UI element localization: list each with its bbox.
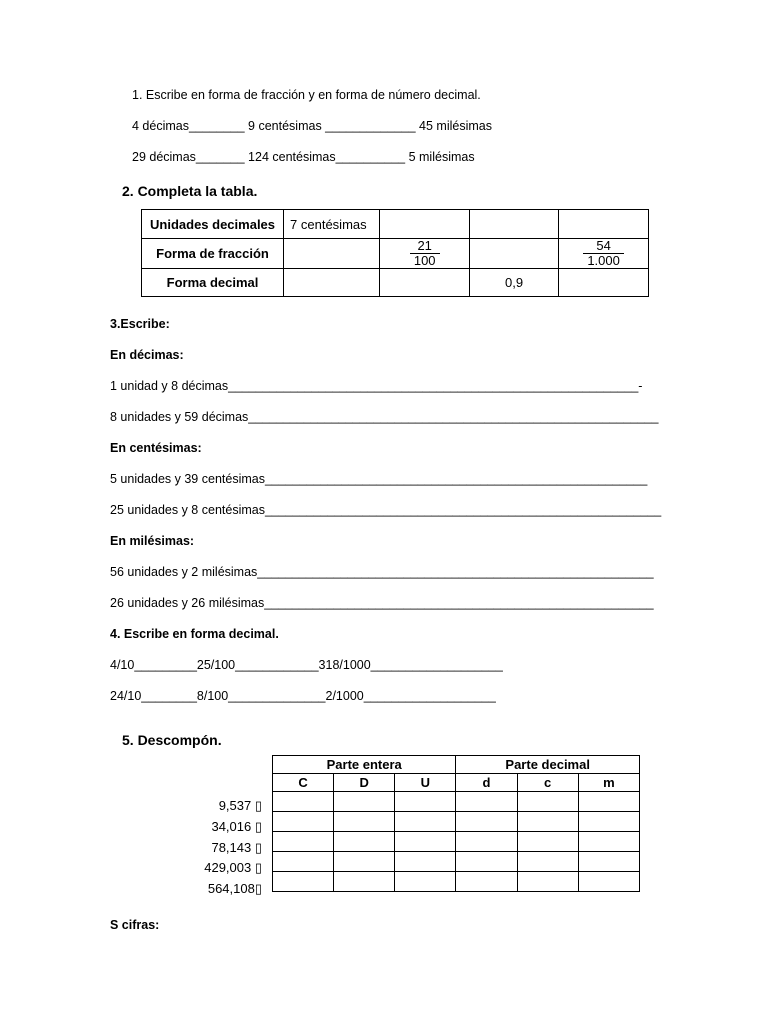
line-centesimas-1: 5 unidades y 39 centésimas_______________________________________________________ bbox=[110, 472, 648, 486]
fraction-54-1000 bbox=[583, 239, 624, 268]
cell bbox=[334, 832, 395, 852]
row-label-fraccion: Forma de fracción bbox=[142, 239, 284, 269]
cell bbox=[395, 852, 456, 872]
line-centesimas-2: 25 unidades y 8 centésimas_________________________________________________________ bbox=[110, 503, 662, 517]
cell-fraccion-1 bbox=[284, 239, 380, 269]
number-label: 34,016 ▯ bbox=[211, 819, 262, 834]
cell bbox=[334, 792, 395, 812]
fraction-numerator: 21 bbox=[410, 239, 440, 254]
cell bbox=[456, 872, 517, 892]
section4-title: 4. Escribe en forma decimal. bbox=[110, 627, 279, 641]
heading-centesimas: En centésimas: bbox=[110, 441, 202, 455]
number-label: 564,108▯ bbox=[207, 881, 262, 896]
cell bbox=[578, 832, 639, 852]
table-row bbox=[273, 852, 640, 872]
cell bbox=[517, 872, 578, 892]
cell bbox=[517, 832, 578, 852]
cell-unidades-4 bbox=[559, 210, 649, 239]
row-label-decimal: Forma decimal bbox=[142, 269, 284, 297]
section5-title: 5. Descompón. bbox=[122, 732, 222, 748]
group-header-entera: Parte entera bbox=[273, 756, 456, 774]
section4-row1: 4/10_________25/100____________318/1000___________________ bbox=[110, 658, 503, 672]
cell bbox=[334, 872, 395, 892]
cell bbox=[395, 832, 456, 852]
cell bbox=[517, 812, 578, 832]
fraction-denominator: 100 bbox=[413, 253, 436, 268]
section4-row2: 24/10________8/100______________2/1000___________________ bbox=[110, 689, 496, 703]
cell bbox=[273, 872, 334, 892]
cell-fraccion-2 bbox=[380, 239, 470, 269]
cell bbox=[456, 812, 517, 832]
cell-decimal-3: 0,9 bbox=[469, 269, 558, 297]
cell bbox=[578, 872, 639, 892]
cell-decimal-1 bbox=[284, 269, 380, 297]
col-header-U: U bbox=[395, 774, 456, 792]
number-label: 9,537 ▯ bbox=[218, 798, 262, 813]
cell bbox=[273, 852, 334, 872]
table-row bbox=[273, 792, 640, 812]
section1-title: 1. Escribe en forma de fracción y en forma de número decimal. bbox=[132, 88, 481, 102]
section2-title: 2. Completa la tabla. bbox=[122, 183, 258, 199]
cell bbox=[578, 792, 639, 812]
cell-fraccion-4 bbox=[559, 239, 649, 269]
cell bbox=[456, 792, 517, 812]
cell-unidades-1: 7 centésimas bbox=[284, 210, 380, 239]
heading-decimas: En décimas: bbox=[110, 348, 184, 362]
cell bbox=[517, 792, 578, 812]
col-header-m: m bbox=[578, 774, 639, 792]
cell bbox=[456, 852, 517, 872]
cell bbox=[395, 872, 456, 892]
cell-decimal-4 bbox=[559, 269, 649, 297]
fraction-numerator: 54 bbox=[583, 239, 624, 254]
cell bbox=[273, 812, 334, 832]
heading-milesimas: En milésimas: bbox=[110, 534, 195, 548]
number-label: 429,003 ▯ bbox=[204, 860, 262, 875]
number-label: 78,143 ▯ bbox=[211, 840, 262, 855]
cell bbox=[517, 852, 578, 872]
col-header-D: D bbox=[334, 774, 395, 792]
section3-title: 3.Escribe: bbox=[110, 317, 170, 331]
cell bbox=[395, 792, 456, 812]
cell bbox=[578, 812, 639, 832]
line-decimas-2: 8 unidades y 59 décimas___________________________________________________________ bbox=[110, 410, 659, 424]
line-milesimas-1: 56 unidades y 2 milésimas_________________________________________________________ bbox=[110, 565, 654, 579]
cell bbox=[395, 812, 456, 832]
table-row bbox=[273, 872, 640, 892]
col-header-C: C bbox=[273, 774, 334, 792]
table-row bbox=[273, 832, 640, 852]
line-milesimas-2: 26 unidades y 26 milésimas________________________________________________________ bbox=[110, 596, 654, 610]
cell bbox=[273, 832, 334, 852]
cell bbox=[578, 852, 639, 872]
cell bbox=[273, 792, 334, 812]
cell bbox=[456, 832, 517, 852]
cell-unidades-2 bbox=[380, 210, 470, 239]
group-header-decimal: Parte decimal bbox=[456, 756, 640, 774]
cell-decimal-2 bbox=[380, 269, 470, 297]
descompon-table bbox=[272, 755, 640, 892]
cell bbox=[334, 812, 395, 832]
fraction-denominator: 1.000 bbox=[587, 253, 620, 268]
cell-unidades-3 bbox=[469, 210, 558, 239]
table-row bbox=[273, 812, 640, 832]
row-label-unidades: Unidades decimales bbox=[142, 210, 284, 239]
col-header-c: c bbox=[517, 774, 578, 792]
fraction-21-100 bbox=[410, 239, 440, 268]
footer-cifras: S cifras: bbox=[110, 918, 160, 932]
col-header-d: d bbox=[456, 774, 517, 792]
cell bbox=[334, 852, 395, 872]
section1-row1: 4 décimas________ 9 centésimas _____________ 45 milésimas bbox=[132, 119, 492, 133]
section1-row2: 29 décimas_______ 124 centésimas__________ 5 milésimas bbox=[132, 150, 475, 164]
cell-fraccion-3 bbox=[469, 239, 558, 269]
complete-table bbox=[141, 209, 649, 297]
line-decimas-1: 1 unidad y 8 décimas___________________________________________________________- bbox=[110, 379, 643, 393]
